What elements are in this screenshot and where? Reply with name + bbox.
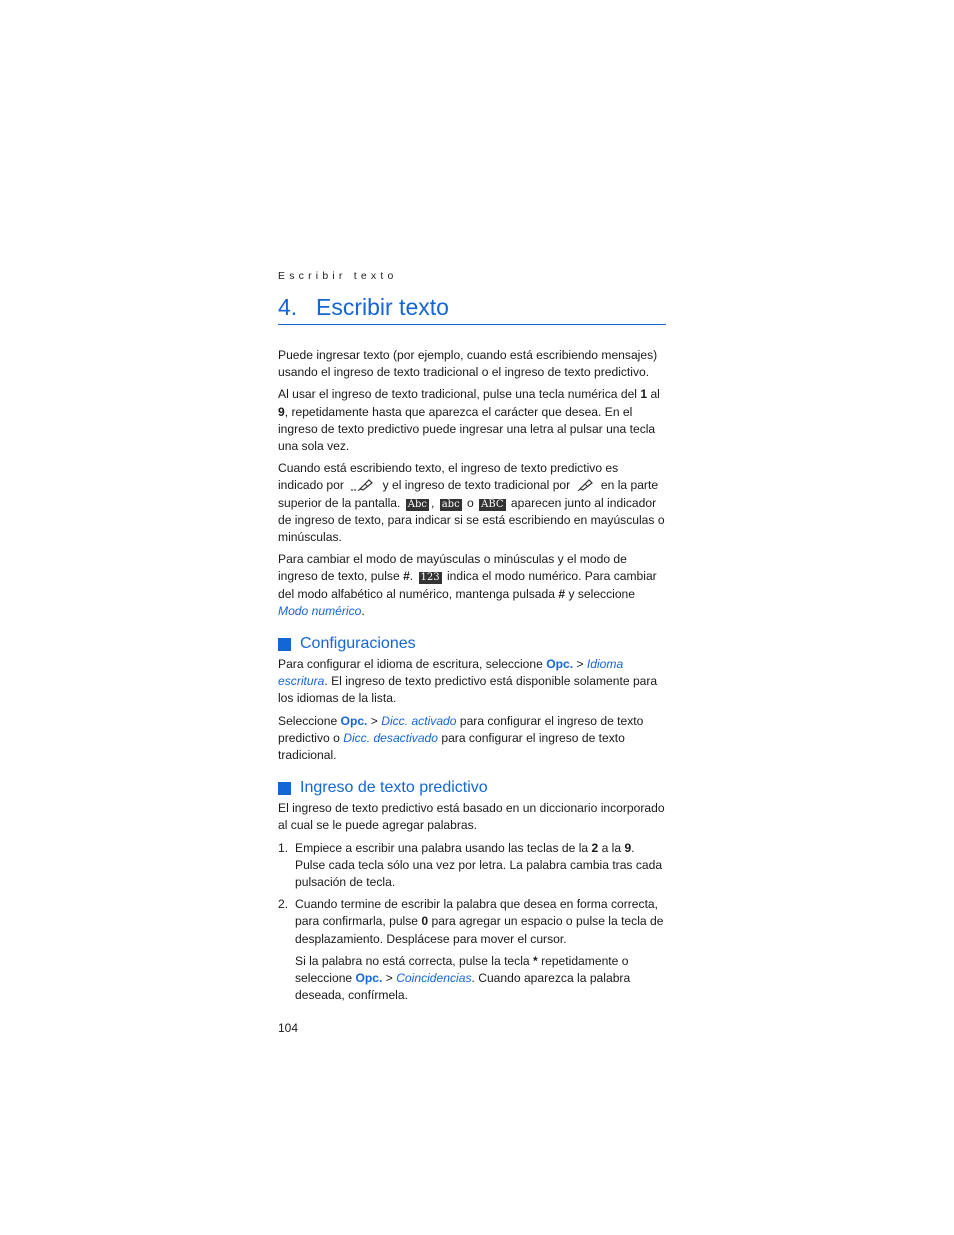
intro-paragraph-2: Al usar el ingreso de texto tradicional, pulse una tecla numérica del 1 al 9, repetidamente hasta que aparezca el carácter que desea. En el ingreso de texto predictivo puede ingresar una letra al pulsar una tecla una sola vez. bbox=[278, 387, 660, 454]
section-heading-ingreso-predictivo: Ingreso de texto predictivo bbox=[278, 779, 666, 797]
pencil-dots-icon bbox=[350, 479, 376, 491]
steps-list bbox=[278, 840, 666, 1005]
chapter-title bbox=[278, 294, 666, 325]
case-badge-lower: abc bbox=[441, 498, 460, 510]
page-number: 104 bbox=[278, 1020, 299, 1035]
chapter-number: 4. bbox=[278, 294, 298, 320]
intro-paragraph-1: Puede ingresar texto (por ejemplo, cuando está escribiendo mensajes) usando el ingreso de texto tradicional o el ingreso de texto predictivo. bbox=[278, 348, 658, 380]
numeric-mode-link: Modo numérico bbox=[278, 603, 362, 618]
predictive-paragraph-1: El ingreso de texto predictivo está basado en un diccionario incorporado al cual se le puede agregar palabras. bbox=[278, 801, 665, 833]
page-content bbox=[278, 270, 666, 1035]
case-badge-upper: ABC bbox=[481, 498, 504, 510]
numeric-mode-badge: 123 bbox=[420, 572, 440, 584]
section-square-icon bbox=[278, 638, 291, 651]
case-badge-sentence: Abc bbox=[407, 498, 427, 510]
section-square-icon bbox=[278, 782, 291, 795]
pencil-icon bbox=[577, 479, 595, 491]
list-item: 2. Cuando termine de escribir la palabra que desea en forma correcta, para confirmarla, pulse 0 para agregar un espacio o pulse la tecla de desplazamiento. Desplácese para mover el cursor. Si la palabra no está correcta, pulse la tecla * repetidamente o seleccione Opc. > Coincidencias. Cuando aparezca la palabra deseada, confírmela. bbox=[278, 897, 664, 1003]
config-paragraph-2: Seleccione Opc. > Dicc. activado para configurar el ingreso de texto predictivo o Dicc. desactivado para configurar el ingreso de texto tradicional. bbox=[278, 713, 644, 763]
intro-paragraph-4: Para cambiar el modo de mayúsculas o minúsculas y el modo de ingreso de texto, pulse #. 123 indica el modo numérico. Para cambiar del modo alfabético al numérico, mantenga pulsada # y seleccione Modo numérico. bbox=[278, 552, 657, 618]
intro-paragraph-3: Cuando está escribiendo texto, el ingreso de texto predictivo es indicado por y el ingreso de texto tradicional por en la parte superior de la pantalla. Abc , abc o ABC aparecen junto al indicador de ingreso de texto, para indicar si se está escribiendo en mayúsculas o minúsculas. bbox=[278, 461, 665, 545]
config-paragraph-1: Para configurar el idioma de escritura, seleccione Opc. > Idioma escritura. El ingreso de texto predictivo está disponible solamente para los idiomas de la lista. bbox=[278, 657, 658, 706]
section-heading-configuraciones: Configuraciones bbox=[278, 635, 666, 653]
list-item: 1. Empiece a escribir una palabra usando las teclas de la 2 a la 9. Pulse cada tecla sólo una vez por letra. La palabra cambia tras cada pulsación de tecla. bbox=[278, 840, 663, 890]
running-head: Escribir texto bbox=[278, 270, 398, 282]
chapter-title-text: Escribir texto bbox=[316, 294, 449, 320]
